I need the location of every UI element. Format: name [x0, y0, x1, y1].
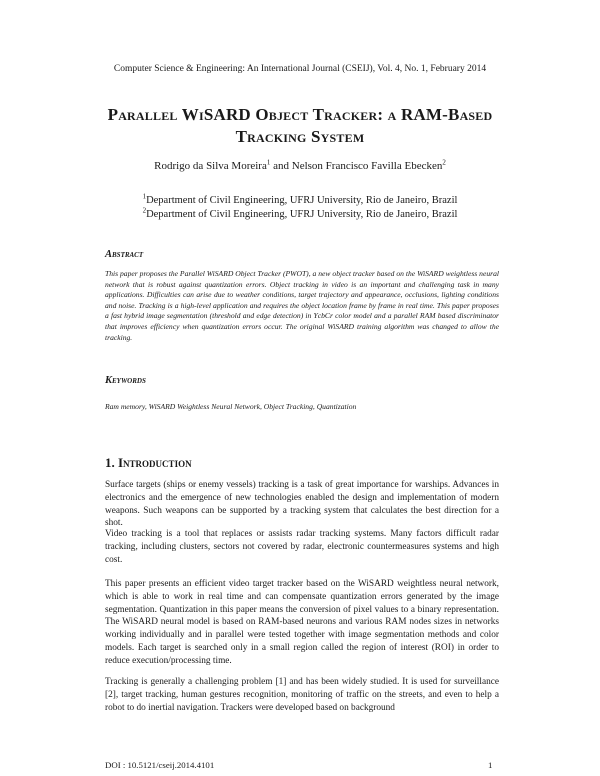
- intro-paragraph-2: Video tracking is a tool that replaces or assists radar tracking systems. Many factors difficult radar tracking, including clusters, sectors not covered by radar, electronic countermeasures systems and high cost.: [105, 529, 499, 565]
- affiliation-2-marker: 2: [142, 206, 147, 215]
- author-2-name: Nelson Francisco Favilla Ebecken: [291, 160, 443, 172]
- keywords-heading: Keywords: [105, 375, 146, 386]
- running-head: Computer Science & Engineering: An International Journal (CSEIJ), Vol. 4, No. 1, February 2014: [113, 64, 487, 74]
- author-1-name: Rodrigo da Silva Moreira: [154, 160, 267, 172]
- introduction-heading: 1. Introduction: [105, 455, 192, 470]
- author-connector: and: [270, 160, 292, 172]
- affiliation-1-text: Department of Civil Engineering, UFRJ University, Rio de Janeiro, Brazil: [146, 195, 458, 206]
- intro-paragraph-4: Tracking is generally a challenging problem [1] and has been widely studied. It is used for surveillance [2], target tracking, human gestures recognition, monitoring of traffic on the streets, and even to help a robot to do inertial navigation. Trackers were developed based on background: [105, 677, 499, 713]
- paper-title: Parallel WiSARD Object Tracker: a RAM-Based Tracking System: [107, 105, 493, 146]
- affiliation-1: [0, 192, 600, 206]
- abstract-text: This paper proposes the Parallel WiSARD Object Tracker (PWOT), a new object tracker based on the WiSARD weightless neural network that is robust against quantization errors. Object tracking in video is an important and challenging task in many applications. Difficulties can arise due to weather conditions, target trajectory and appearance, occlusions, lighting conditions and noise. Tracking is a high-level application and requires the object location frame by frame in real time. This paper proposes a fast hybrid image segmentation (threshold and edge detection) in YcbCr color model and a parallel RAM based discriminator that improves efficiency when quantization errors occur. The original WiSARD training algorithm was changed to allow the tracking.: [105, 269, 499, 342]
- footer-doi: DOI : 10.5121/cseij.2014.4101: [105, 760, 215, 770]
- affiliation-2: [0, 206, 600, 220]
- abstract-heading: Abstract: [105, 249, 144, 260]
- author-line: [0, 160, 600, 172]
- intro-paragraph-3: This paper presents an efficient video target tracker based on the WiSARD weightless neural network, which is able to work in real time and can compensate quantization errors generated by the image segmentation. Quantization in this paper means the conversion of pixel values to a binary representation. The WiSARD neural model is based on RAM-based neurons and various RAM nodes sizes in networks working individually and in parallel were tested together with image segmentation methods and color models. Each target is searched only in a small region called the region of interest (ROI) in order to reduce execution/processing time.: [105, 579, 499, 666]
- author-2-affiliation-marker: 2: [442, 158, 446, 167]
- page-number: 1: [488, 760, 493, 770]
- author-1-affiliation-marker: 1: [266, 158, 271, 167]
- keywords-text: Ram memory, WiSARD Weightless Neural Network, Object Tracking, Quantization: [105, 402, 357, 411]
- affiliation-2-text: Department of Civil Engineering, UFRJ University, Rio de Janeiro, Brazil: [146, 209, 458, 220]
- intro-paragraph-1: Surface targets (ships or enemy vessels) tracking is a task of great importance for warships. Advances in electronics and the emergence of new technologies enabled the design and implementation of modern weapons. Such weapons can be supported by a tracking system that calculates the best direction for a shot.: [105, 480, 499, 529]
- affiliation-1-marker: 1: [142, 192, 147, 201]
